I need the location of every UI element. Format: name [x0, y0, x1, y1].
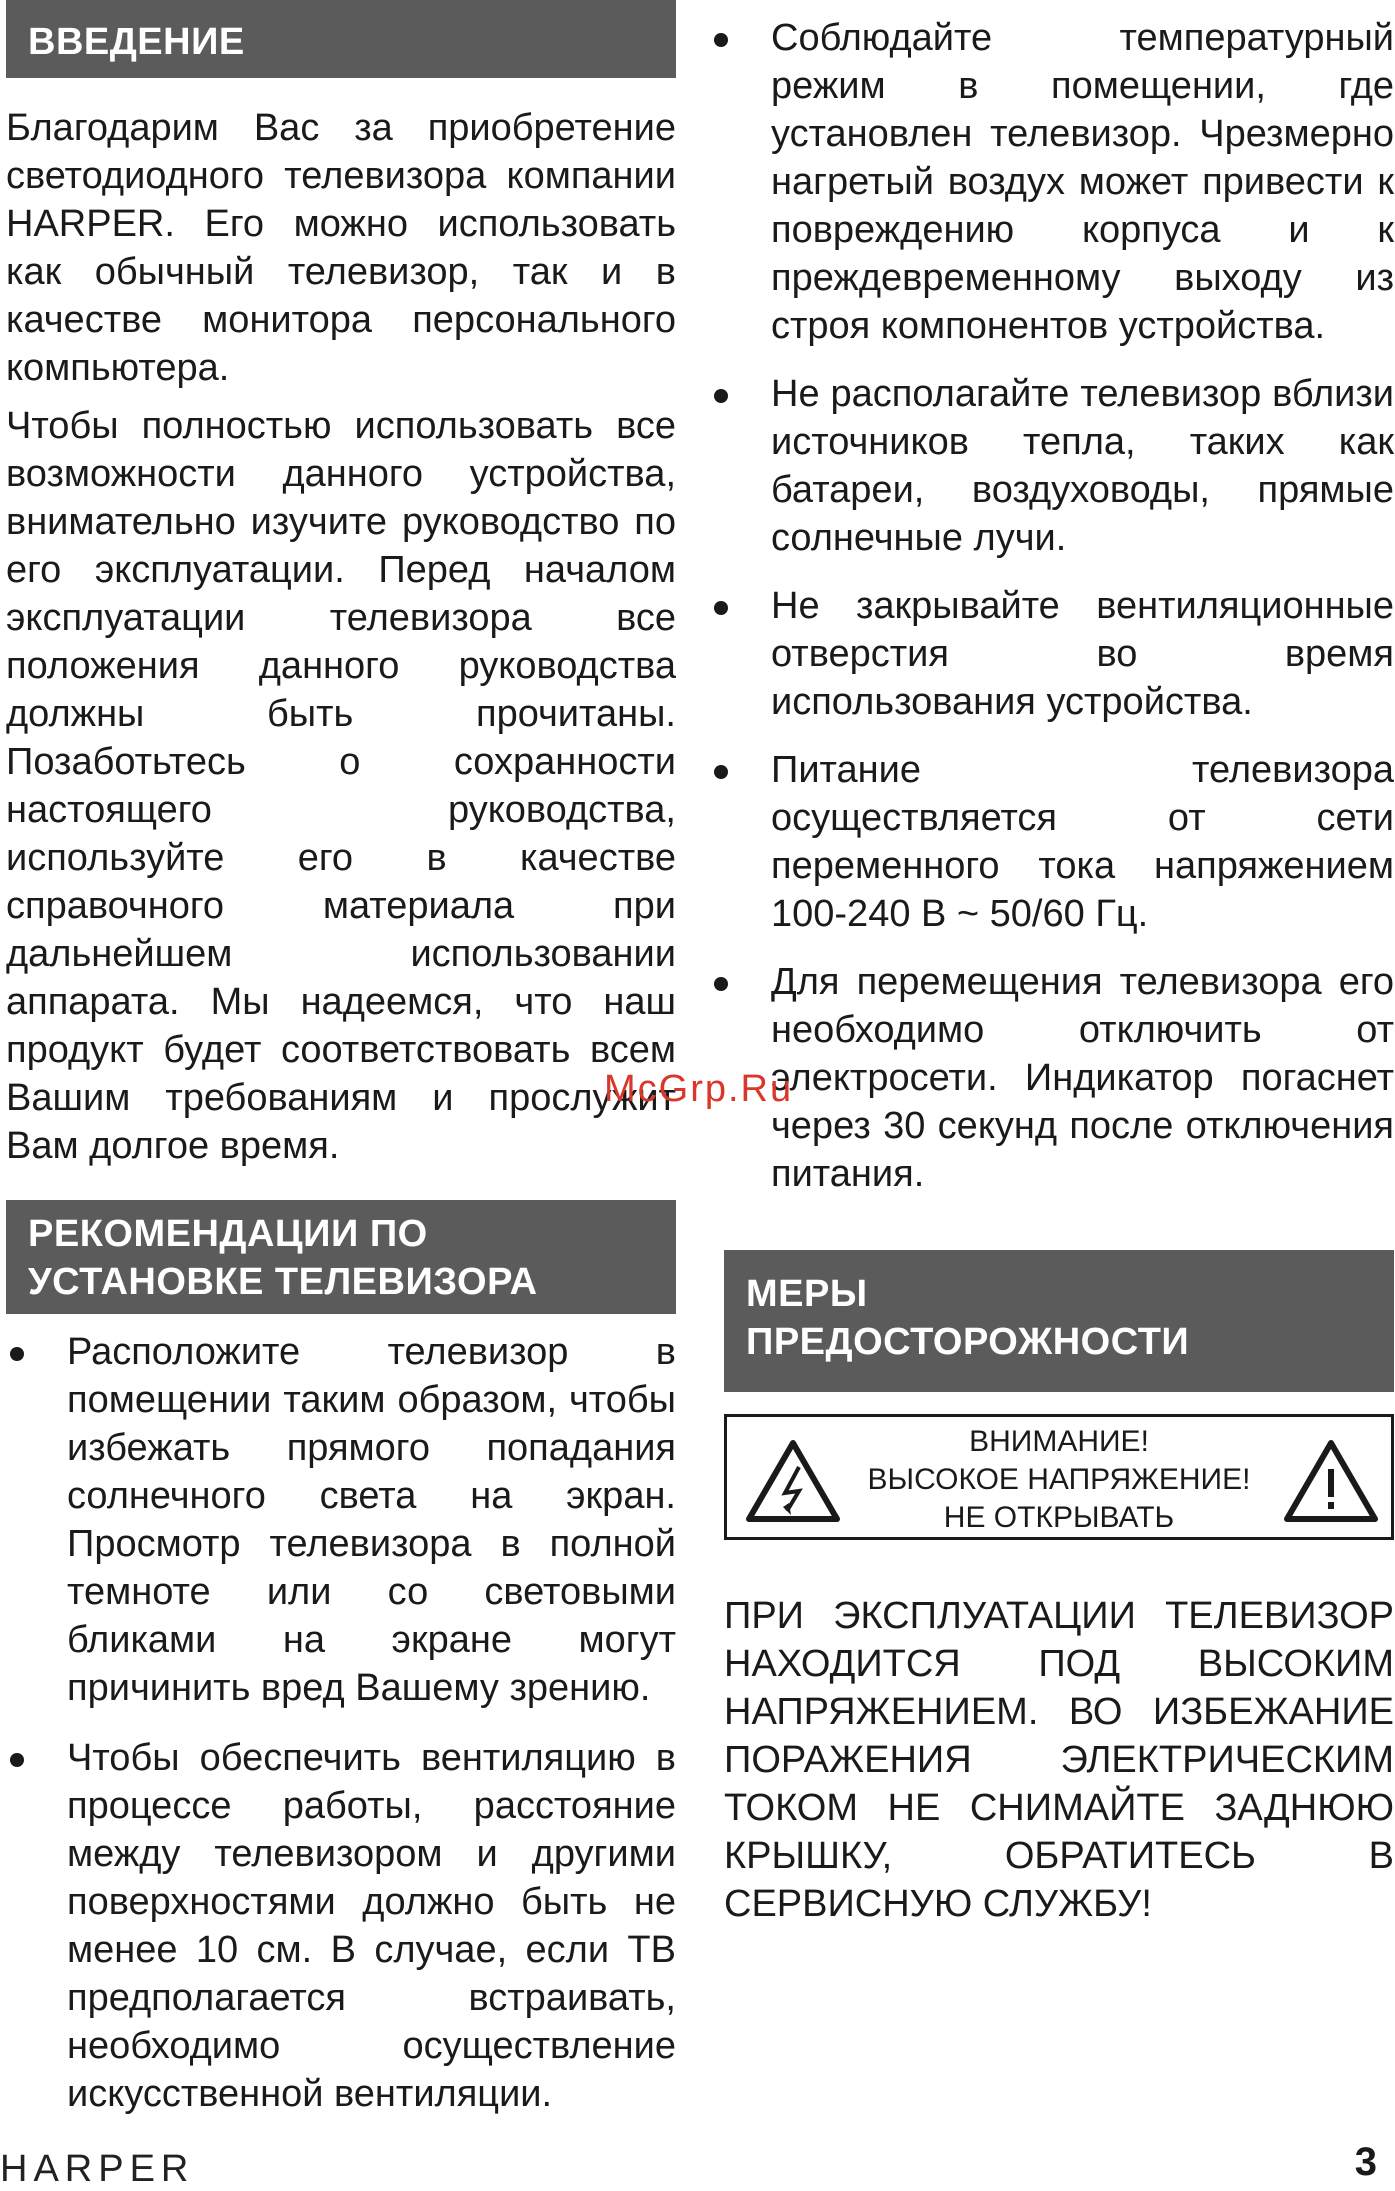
install-list [0, 1328, 676, 2118]
list-item: Чтобы обеспечить вентиляцию в процессе работы, расстояние между телевизором и другими поверхностями должно быть не менее 10 см. В случае, если ТВ предполагается встраивать, необходимо осуществление искусственной вентиляции. [0, 1734, 676, 2118]
list-item: Питание телевизора осуществляется от сети переменного тока напряжением 100-240 В ~ 50/60 Гц. [704, 746, 1394, 938]
harper-logo: HARPER [0, 2148, 195, 2190]
bullet-dot-icon [10, 1753, 24, 1767]
bullet-dot-icon [714, 389, 728, 403]
placement-list [704, 14, 1394, 1198]
right-column [724, 0, 1394, 1928]
exclamation-warning-icon [1283, 1439, 1379, 1523]
high-voltage-warning-icon [745, 1439, 841, 1523]
caution-paragraph: ПРИ ЭКСПЛУАТАЦИИ ТЕЛЕВИЗОР НАХОДИТСЯ ПОД ВЫСОКИМ НАПРЯЖЕНИЕМ. ВО ИЗБЕЖАНИЕ ПОРАЖЕНИЯ ЭЛЕКТРИЧЕСКИМ ТОКОМ НЕ СНИМАЙТЕ ЗАДНЮЮ КРЫШКУ, ОБРАТИТЕСЬ В СЕРВИСНУЮ СЛУЖБУ! [724, 1595, 1394, 1925]
install-heading [6, 1200, 676, 1314]
intro-heading [6, 0, 676, 78]
warning-line-2: ВЫСОКОЕ НАПРЯЖЕНИЕ! [867, 1463, 1251, 1496]
safety-heading [724, 1250, 1394, 1392]
intro-paragraph-2: Чтобы полностью использовать все возможности данного устройства, внимательно изучите руководство по его эксплуатации. Перед началом эксплуатации телевизора все положения данного руководства должны быть прочитаны. Позаботьтесь о сохранности настоящего руководства, используйте его в качестве справочного материала при дальнейшем использовании аппарата. Мы надеемся, что наш продукт будет соответствовать всем Вашим требованиям и прослужит Вам долгое время. [6, 405, 676, 1167]
install-heading-line-1: РЕКОМЕНДАЦИИ ПО [28, 1213, 428, 1255]
list-item: Не располагайте телевизор вблизи источников тепла, таких как батареи, воздуховоды, прямые солнечные лучи. [704, 370, 1394, 562]
bullet-dot-icon [10, 1347, 24, 1361]
left-column [6, 0, 676, 2118]
install-heading-line-2: УСТАНОВКЕ ТЕЛЕВИЗОРА [28, 1261, 538, 1303]
bullet-dot-icon [714, 33, 728, 47]
intro-heading-text: ВВЕДЕНИЕ [28, 21, 245, 63]
list-item: Соблюдайте температурный режим в помещении, где установлен телевизор. Чрезмерно нагретый воздух может привести к повреждению корпуса и к преждевременному выходу из строя компонентов устройства. [704, 14, 1394, 350]
list-item: Расположите телевизор в помещении таким образом, чтобы избежать прямого попадания солнечного света на экран. Просмотр телевизора в полной темноте или со световыми бликами на экране могут причинить вред Вашему зрению. [0, 1328, 676, 1712]
bullet-dot-icon [714, 601, 728, 615]
page-number: 3 [1354, 2140, 1377, 2184]
safety-heading-line-1: МЕРЫ [746, 1273, 868, 1315]
safety-heading-line-2: ПРЕДОСТОРОЖНОСТИ [746, 1321, 1190, 1363]
list-item: Не закрывайте вентиляционные отверстия во время использования устройства. [704, 582, 1394, 726]
bullet-dot-icon [714, 977, 728, 991]
watermark: McGrp.Ru [604, 1068, 794, 1110]
list-item: Для перемещения телевизора его необходимо отключить от электросети. Индикатор погаснет через 30 секунд после отключения питания. [704, 958, 1394, 1198]
warning-line-3: НЕ ОТКРЫВАТЬ [943, 1501, 1175, 1534]
warning-text [837, 1423, 1281, 1537]
high-voltage-warning-box [724, 1414, 1394, 1540]
intro-paragraph-1: Благодарим Вас за приобретение светодиодного телевизора компании HARPER. Его можно использовать как обычный телевизор, так и в качестве монитора персонального компьютера. [6, 107, 676, 389]
bullet-dot-icon [714, 765, 728, 779]
warning-line-1: ВНИМАНИЕ! [969, 1425, 1149, 1458]
